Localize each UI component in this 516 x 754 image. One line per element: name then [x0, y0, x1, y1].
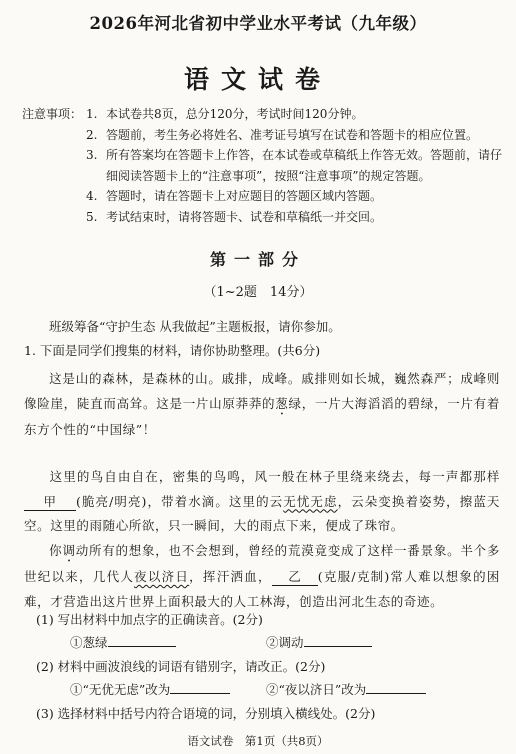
- part-range: （1~2题 14分）: [203, 285, 313, 300]
- page-footer: 语文试卷 第1页（共8页）: [187, 734, 329, 748]
- text-run: ，挥汗洒血，: [189, 569, 272, 584]
- answer-blank[interactable]: [170, 693, 230, 694]
- notice-item: [86, 145, 506, 166]
- notice-item-number: 2.: [86, 127, 98, 142]
- notice-label: 注意事项：: [22, 107, 83, 121]
- material-paragraph-3: [24, 539, 500, 614]
- question-1-stem: 1. 下面是同学们搜集的材料，请你协助整理。(共6分): [24, 343, 321, 358]
- notice-item-number: 4.: [86, 189, 98, 203]
- answer-item: [266, 679, 426, 701]
- notice-item-text: 答题前，考生务必将姓名、准考证号填写在试卷和答题卡的相应位置。: [106, 127, 479, 142]
- answer-label: ②“夜以济日”改为: [266, 682, 367, 697]
- notice-items: [86, 104, 506, 227]
- blank-jia: 甲: [24, 494, 76, 511]
- sub-question-1-answers: [70, 632, 516, 654]
- part-title: 第一部分: [209, 250, 306, 269]
- notice-item: [86, 125, 506, 146]
- answer-label: ①“无优无虑”改为: [70, 682, 171, 697]
- notice-item-number: 1.: [86, 107, 98, 121]
- sub-question-1: (1) 写出材料中加点字的正确读音。(2分): [36, 612, 263, 627]
- answer-blank[interactable]: [366, 693, 426, 694]
- text-run: (克服/克制)常人难以想象的困难，才营造出这片世界上面积最大的人工林海，创造出河北生态的奇迹。: [24, 569, 500, 609]
- answer-item: [70, 632, 266, 654]
- dotted-character: 调: [62, 543, 76, 558]
- text-run: 绿，一片大海滔滔的碧绿，一片有着东方个性的“中国绿”！: [24, 395, 500, 437]
- wavy-underlined-word: 无忧无虑: [283, 493, 338, 509]
- answer-blank[interactable]: [304, 646, 372, 647]
- material-paragraph-1: [24, 367, 500, 442]
- notice-item-text: 细阅读答题卡上的“注意事项”，按照“注意事项”的规定答题。: [106, 168, 431, 183]
- sub-question-3: (3) 选择材料中括号内符合语境的词，分别填入横线处。(2分): [36, 706, 376, 721]
- answer-label: ②调动: [266, 635, 304, 650]
- notice-item: [86, 207, 506, 228]
- text-run: (脆亮/明亮)，带着水滴。这里的云: [76, 493, 284, 509]
- notice-item-text: 所有答案均在答题卡上作答，在本试卷或草稿纸上作答无效。答题前，请仔: [106, 148, 503, 162]
- material-paragraph-2: [24, 465, 500, 539]
- notice-item-continued: [86, 166, 506, 187]
- sub-question-2-answers: [70, 679, 516, 701]
- sub-question-2: (2) 材料中画波浪线的词语有错别字，请改正。(2分): [36, 659, 326, 674]
- text-run: 这里的鸟自由自在，密集的鸟鸣，风一般在林子里绕来绕去，每一声都那样: [49, 469, 500, 484]
- notice-item-text: 考试结束时，请将答题卡、试卷和草稿纸一并交回。: [106, 209, 383, 224]
- notice-item: [86, 186, 506, 207]
- notice-item-text: 答题时，请在答题卡上对应题目的答题区域内答题。: [106, 189, 383, 203]
- text-run: 这是山的森林，是森林的山。戚排，成峰。戚排则如长城，巍然森严；成峰则像险崖，陡直而高耸。这是一片山原莽莽的: [24, 371, 500, 411]
- notice-item-number: 5.: [86, 209, 98, 224]
- answer-label: ①葱绿: [70, 635, 108, 650]
- wavy-underlined-word: 夜以济日: [134, 569, 190, 584]
- answer-item: [266, 632, 372, 654]
- notice-item: [86, 104, 506, 125]
- notice-item-number: 3.: [86, 148, 98, 162]
- exam-title: 2026年河北省初中学业水平考试（九年级）: [89, 14, 427, 33]
- notice-item-text: 本试卷共8页，总分120分，考试时间120分钟。: [106, 107, 364, 121]
- dotted-character: 葱: [275, 395, 289, 411]
- notice-section: [22, 104, 506, 227]
- answer-blank[interactable]: [108, 646, 176, 647]
- text-run: ，云朵变换着姿势，擦蓝天空。这里的雨随心所欲，只一瞬间，大的雨点下来，便成了珠帘。: [24, 493, 501, 533]
- text-run: 动所有的想象，也不会想到，曾经的荒漠竟变成了这样一番景象。半个多世纪以来，几代人: [24, 543, 500, 584]
- answer-item: [70, 679, 266, 701]
- subject-title: 语文试卷: [183, 65, 332, 94]
- text-run: 你: [49, 543, 63, 558]
- blank-yi: 乙: [272, 569, 318, 586]
- intro-text: 班级筹备“守护生态 从我做起”主题板报，请你参加。: [49, 319, 341, 334]
